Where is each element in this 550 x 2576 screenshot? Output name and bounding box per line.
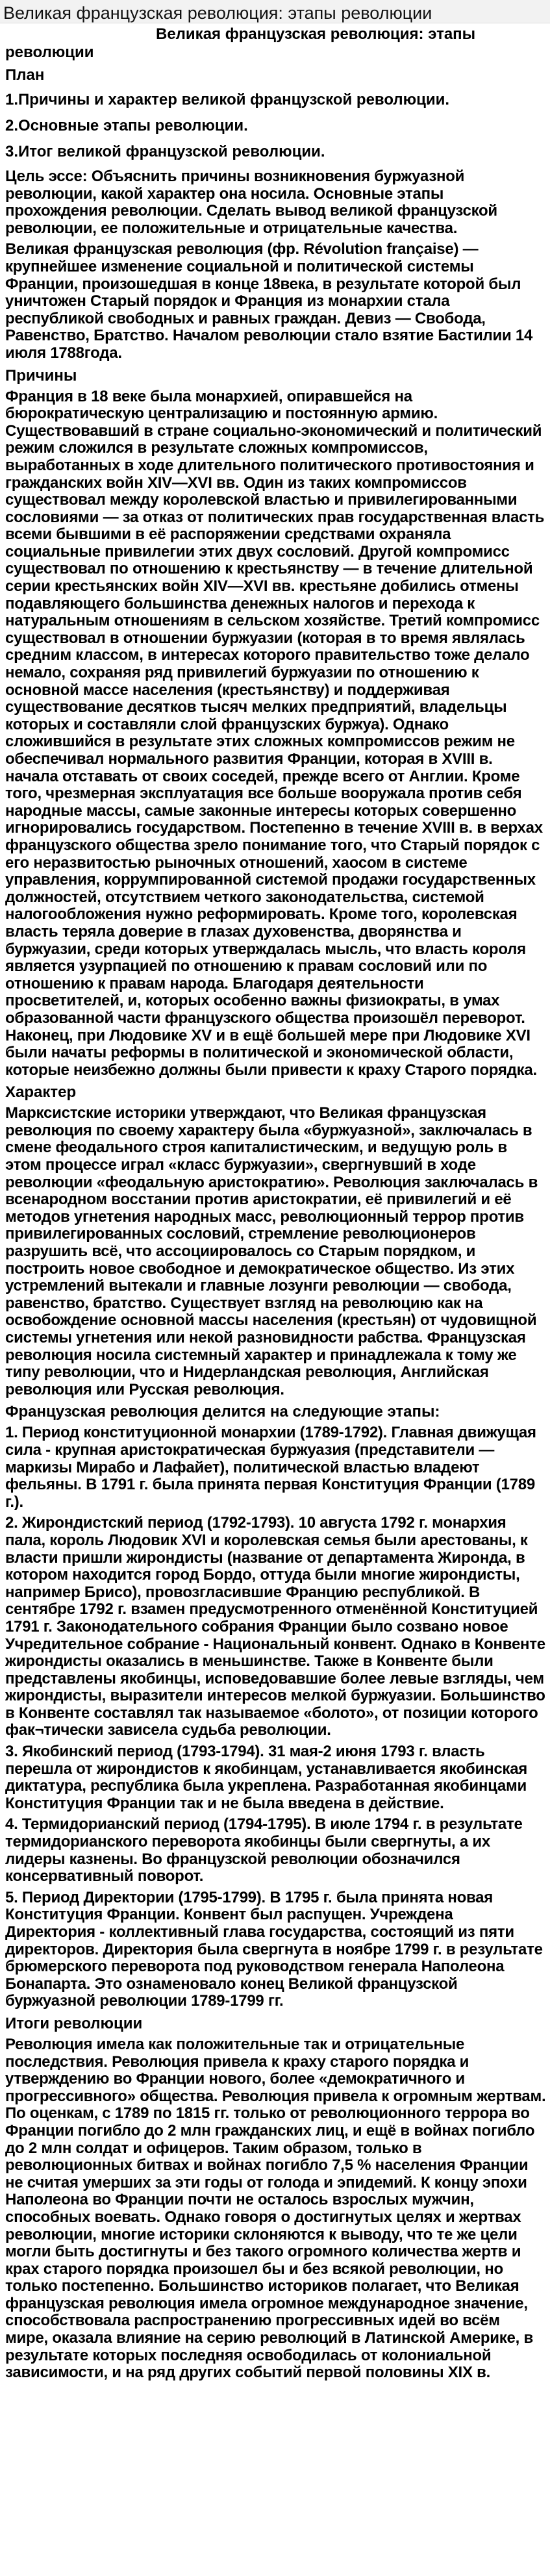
page-header-title: Великая французская революция: этапы революции	[3, 3, 432, 23]
stage-4: 4. Термидорианский период (1794-1795). В июле 1794 г. в результате термидорианского переворота якобинцы были свергнуты, а их лидеры казнены. Во французской революции обозначился консервативный поворот.	[5, 1815, 523, 1886]
character-heading: Характер	[5, 1083, 77, 1102]
stage-2: 2. Жирондистский период (1792-1793). 10 августа 1792 г. монархия пала, король Людовик XVI и королевская семья были арестованы, к власти пришли жирондисты (название от департамента Жиронда, в котором находится город Бордо, оттуда были многие жирондисты, например Брисо), провозгласившие Францию республикой. В сентябре 1792 г. взамен предусмотренного отменённой Конституцией 1791 г. Законодательного собрания Франции было созвано новое Учредительное собрание - Национальный конвент. Однако в Конвенте жирондисты оказались в меньшинстве. Также в Конвенте были представлены якобинцы, исповедовавшие более левые взгляды, чем жирондисты, выразители интересов мелкой буржуазии. Большинство в Конвенте составлял так называемое «болото», от позиции которого фак¬тически зависела судьба революции.	[5, 1514, 545, 1739]
essay-content	[0, 23, 550, 2386]
plan-item-2: 2.Основные этапы революции.	[5, 117, 248, 134]
plan-item-1: 1.Причины и характер великой французской революции.	[5, 91, 450, 108]
results-text: Революция имела как положительные так и отрицательные последствия. Революция привела к краху старого порядка и утверждению во Франции нового, более «демократичного и прогрессивного» общества. Революция привела к огромным жертвам. По оценкам, с 1789 по 1815 гг. только от революционного террора во Франции погибло до 2 млн гражданских лиц, и ещё в войнах погибло до 2 млн солдат и офицеров. Таким образом, только в революционных битвах и войнах погибло 7,5 % населения Франции не считая умерших за эти годы от голода и эпидемий. К концу эпохи Наполеона во Франции почти не осталось взрослых мужчин, способных воевать. Однако говоря о достигнутых целях и жертвах революции, многие историки склоняются к выводу, что те же цели могли быть достигнуты и без такого огромного количества жертв и крах старого порядка произошел бы и без всякой революции, но только постепенно. Большинство историков полагает, что Великая французская революция имела огромное международное значение, способствовала распространению прогрессивных идей во всём мире, оказала влияние на серию революций в Латинской Америке, в результате которых последняя освободилась от колониальной зависимости, и на ряд других событий первой половины XIX в.	[5, 2035, 546, 2382]
plan-heading: План	[5, 66, 45, 84]
stage-5: 5. Период Директории (1795-1799). В 1795 г. была принята новая Конституция Франции. Конвент был распущен. Учреждена Директория - коллективный глава государства, состоящий из пяти директоров. Директория была свергнута в ноябре 1799 г. в результате брюмерского переворота под руководством генерала Наполеона Бонапарта. Это ознаменовало конец Великой французской буржуазной революции 1789-1799 гг.	[5, 1888, 543, 2010]
causes-text: Франция в 18 веке была монархией, опиравшейся на бюрократическую централизацию и постоянную армию. Существовавший в стране социально-экономический и политический режим сложился в результате сложных компромиссов, выработанных в ходе длительного политического противостояния и гражданских войн XIV—XVI вв. Один из таких компромиссов существовал между королевской властью и привилегированными сословиями — за отказ от политических прав государственная власть всеми бывшими в её распоряжении средствами охраняла социальные привилегии этих двух сословий. Другой компромисс существовал по отношению к крестьянству — в течение длительной серии крестьянских войн XIV—XVI вв. крестьяне добились отмены подавляющего большинства денежных налогов и перехода к натуральным отношениям в сельском хозяйстве. Третий компромисс существовал в отношении буржуазии (которая в то время являлась средним классом, в интересах которого правительство тоже делало немало, сохраняя ряд привилегий буржуазии по отношению к основной массе населения (крестьянству) и поддерживая существование десятков тысяч мелких предприятий, владельцы которых и составляли слой французских буржуа). Однако сложившийся в результате этих сложных компромиссов режим не обеспечивал нормального развития Франции, которая в XVIII в. начала отставать от своих соседей, прежде всего от Англии. Кроме того, чрезмерная эксплуатация все больше вооружала против себя народные массы, самые законные интересы которых совершенно игнорировались государством. Постепенно в течение XVIII в. в верхах французского общества зрело понимание того, что Старый порядок с его неразвитостью рыночных отношений, хаосом в системе управления, коррумпированной системой продажи государственных должностей, отсутствием четкого законодательства, системой налогообложения нужно реформировать. Кроме того, королевская власть теряла доверие в глазах духовенства, дворянства и буржуазии, среди которых утверждалась мысль, что власть короля является узурпацией по отношению к правам сословий или по отношению к правам народа. Благодаря деятельности просветителей, и, которых особенно важны физиократы, в умах образованной части французского общества произошёл переворот. Наконец, при Людовике XV и в ещё большей мере при Людовике XVI были начаты реформы в политической и экономической области, которые неизбежно должны были привести к краху Старого порядка.	[5, 387, 545, 1079]
essay-goal: Цель эссе: Объяснить причины возникновения буржуазной революции, какой характер она носила. Основные этапы прохождения революции. Сделать вывод великой французской революции, ее положительные и отрицательные качества.	[5, 168, 497, 237]
stages-heading: Французская революция делится на следующие этапы:	[5, 1403, 440, 1421]
stage-3: 3. Якобинский период (1793-1794). 31 мая-2 июня 1793 г. власть перешла от жирондистов к якобинцам, устанавливается якобинская диктатура, республика была укреплена. Разработанная якобинцами Конституция Франции так и не была введена в действие.	[5, 1743, 528, 1812]
page-header	[0, 0, 550, 23]
essay-intro: Великая французская революция (фр. Révolution française) — крупнейшее изменение социальной и политической системы Франции, произошедшая в конце 18века, в результате которой был уничтожен Старый порядок и Франция из монархии стала республикой свободных и равных граждан. Девиз — Свобода, Равенство, Братство. Началом революции стало взятие Бастилии 14 июля 1788года.	[5, 240, 533, 362]
character-text: Марксистские историки утверждают, что Великая французская революция по своему характеру была «буржуазной», заключалась в смене феодального строя капиталистическим, и ведущую роль в этом процессе играл «класс буржуазии», свергнувший в ходе революции «феодальную аристократию». Революция заключалась в всенародном восстании против аристократии, её привилегий и её методов угнетения народных масс, революционный террор против привилегированных сословий, стремление революционеров разрушить всё, что ассоциировалось со Старым порядком, и построить новое свободное и демократическое общество. Из этих устремлений вытекали и главные лозунги революции — свобода, равенство, братство. Существует взгляд на революцию как на освобождение основной массы населения (крестьян) от чудовищной системы угнетения или некой разновидности рабства. Французская революция носила системный характер и принадлежала к тому же типу революции, что и Нидерландская революция, Английская революция или Русская революция.	[5, 1104, 538, 1398]
causes-heading: Причины	[5, 366, 77, 385]
plan-item-3: 3.Итог великой французской революции.	[5, 143, 325, 160]
stage-1: 1. Период конституционной монархии (1789-1792). Главная движущая сила - крупная аристократическая буржуазия (представители — маркизы Мирабо и Лафайет), политической властью владеют фельяны. В 1791 г. была принята первая Конституция Франции (1789 г.).	[5, 1424, 536, 1511]
essay-title: Великая французская революция: этапы революции	[5, 25, 476, 61]
results-heading: Итоги революции	[5, 2014, 143, 2032]
